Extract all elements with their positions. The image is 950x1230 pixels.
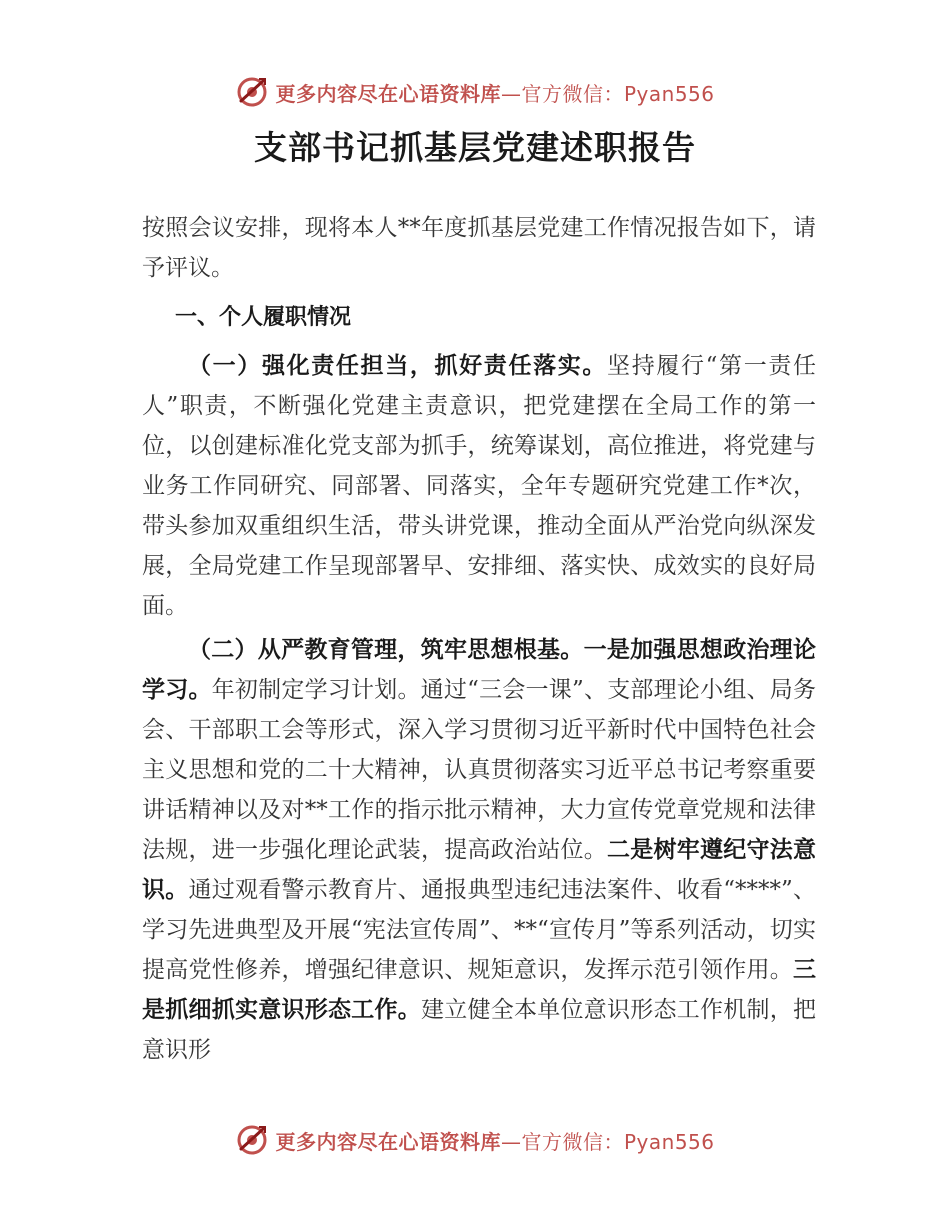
watermark-main: 更多内容尽在心语资料库	[275, 81, 501, 106]
watermark-label: 官方微信：	[521, 81, 624, 106]
paragraph-body: 坚持履行“第一责任人”职责，不断强化党建主责意识，把党建摆在全局工作的第一位，以创建标准化党支部为抓手，统筹谋划，高位推进，将党建与业务工作同研究、同部署、同落实，全年专题研究党建工作*次，带头参加双重组织生活，带头讲党课，推动全面从严治党向纵深发展，全局党建工作呈现部署早、安排细、落实快、成效实的良好局面。	[142, 353, 817, 619]
brand-logo-icon	[235, 1123, 269, 1157]
paragraph-education	[142, 630, 816, 1070]
document-title: 支部书记抓基层党建述职报告	[254, 128, 696, 167]
footer-watermark	[0, 1120, 950, 1160]
watermark-label: 官方微信：	[521, 1129, 624, 1154]
header-watermark	[0, 72, 950, 112]
watermark-text	[275, 1126, 714, 1155]
paragraph-lead: （二）从严教育管理，筑牢思想根基。	[188, 637, 584, 663]
paragraph-lead: （一）强化责任担当，抓好责任落实。	[188, 353, 608, 379]
sub-lead-3: 三是抓细抓实意识形态工作。	[142, 957, 816, 1023]
paragraph-responsibility	[142, 346, 816, 626]
document-body	[142, 208, 816, 1074]
sub-lead-1: 一是加强思想政治理论学习。	[142, 637, 817, 703]
sub-body-1: 年初制定学习计划。通过“三会一课”、支部理论小组、局务会、干部职工会等形式，深入学习贯彻习近平新时代中国特色社会主义思想和党的二十大精神，认真贯彻落实习近平总书记考察重要讲话精神以及对**工作的指示批示精神，大力宣传党章党规和法律法规，进一步强化理论武装，提高政治站位。	[142, 677, 816, 863]
intro-paragraph: 按照会议安排，现将本人**年度抓基层党建工作情况报告如下，请予评议。	[142, 215, 816, 281]
watermark-main: 更多内容尽在心语资料库	[275, 1129, 501, 1154]
sub-body-2: 通过观看警示教育片、通报典型违纪违法案件、收看“****”、学习先进典型及开展“宪法宣传周”、**“宣传月”等系列活动，切实提高党性修养，增强纪律意识、规矩意识，发挥示范引领作用。	[142, 877, 816, 983]
watermark-id: Pyan556	[623, 81, 715, 106]
watermark-text	[275, 78, 714, 107]
watermark-dash: —	[500, 1129, 522, 1154]
brand-logo-icon	[235, 75, 269, 109]
watermark-id: Pyan556	[623, 1129, 715, 1154]
section-heading: 一、个人履职情况	[175, 305, 352, 330]
watermark-dash: —	[500, 81, 522, 106]
sub-lead-2: 二是树牢遵纪守法意识。	[142, 837, 816, 903]
sub-body-3: 建立健全本单位意识形态工作机制，把意识形	[142, 997, 816, 1063]
